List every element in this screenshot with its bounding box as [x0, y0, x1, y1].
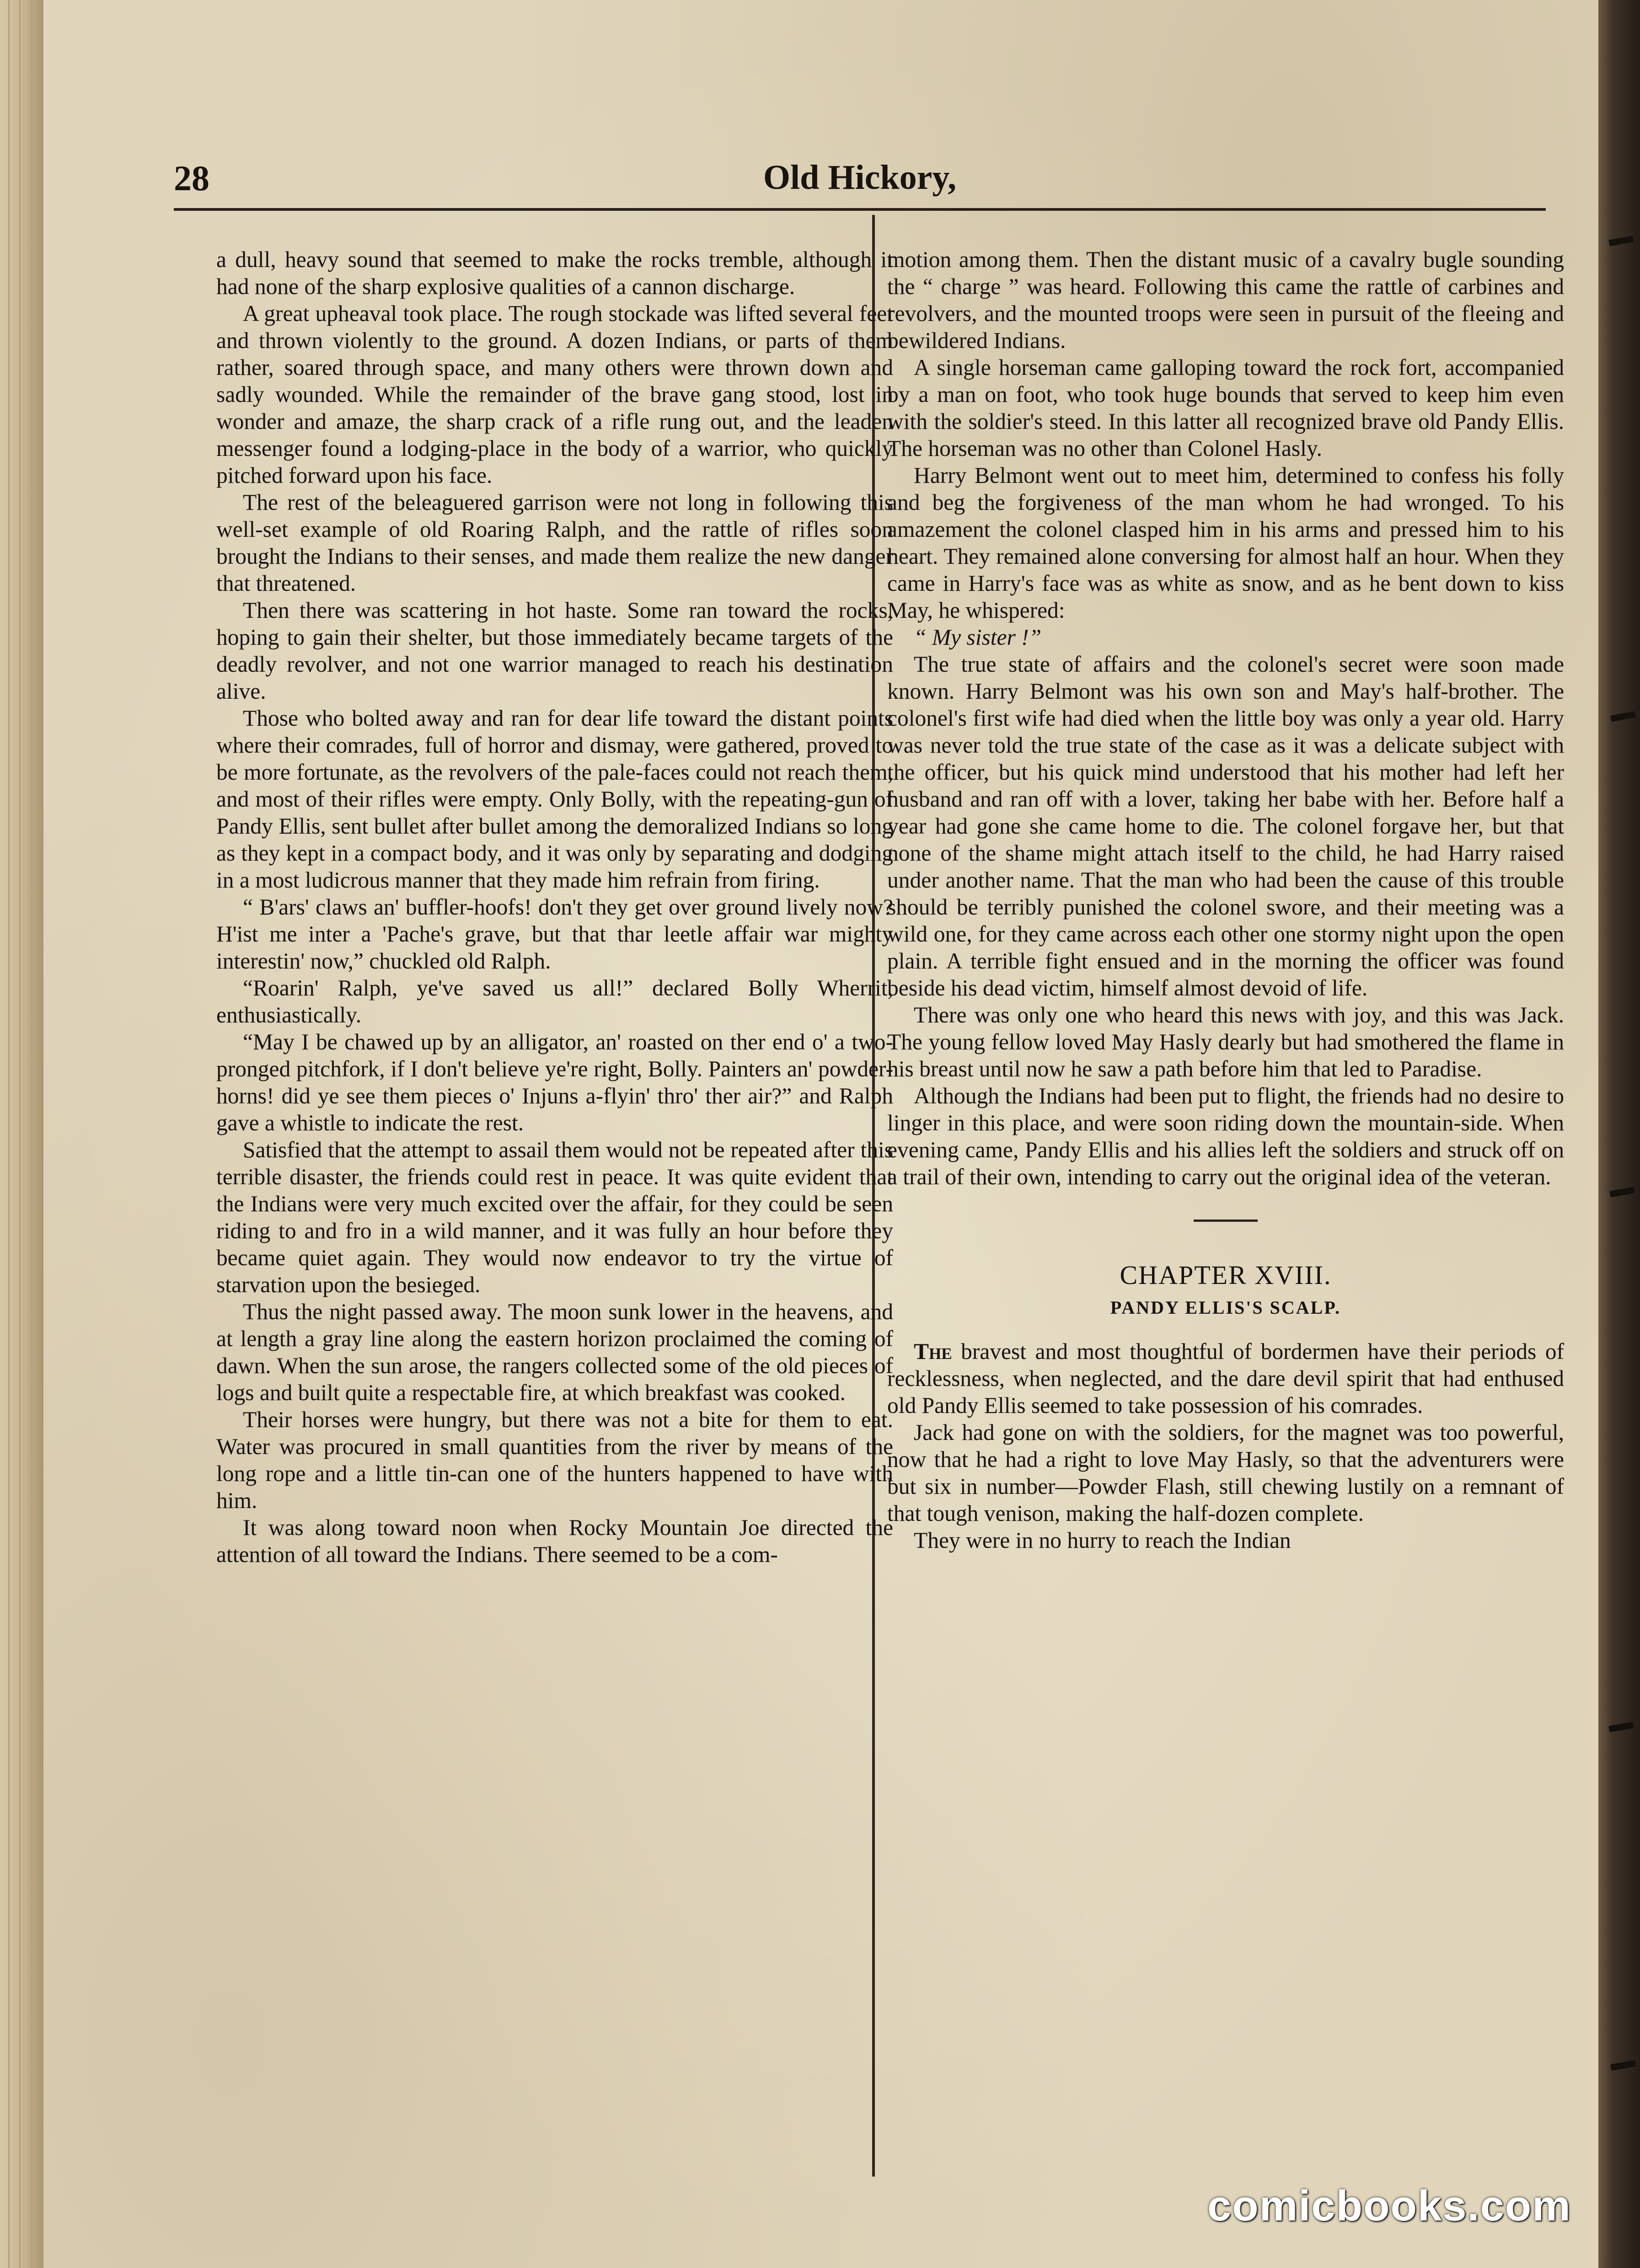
paragraph: “May I be chawed up by an alligator, an' roasted on ther end o' a two-pronged pitchfork, if I don't believe ye're right, Bolly. Painters an' powder-horns! did ye see them pieces o' Injuns a-flyin' thro' ther air?” and Ralph gave a whistle to indicate the rest.	[216, 1029, 893, 1135]
paragraph: Those who bolted away and ran for dear life toward the distant points where their comrades, full of horror and dismay, were gathered, proved to be more fortunate, as the revolvers of the pale-faces could not reach them, and most of their rifles were empty. Only Bolly, with the repeating-gun of Pandy Ellis, sent bullet after bullet among the demoralized Indians so long as they kept in a compact body, and it was only by separating and dodging in a most ludicrous manner that they made him refrain from firing.	[216, 706, 893, 893]
page-number: 28	[174, 158, 209, 198]
paragraph	[887, 1338, 1564, 1419]
paragraph: A single horseman came galloping toward the rock fort, accompanied by a man on foot, who took huge bounds that served to keep him even with the soldier's steed. In this latter all recognized brave old Pandy Ellis. The horseman was no other than Colonel Hasly.	[887, 355, 1564, 461]
paragraph: Thus the night passed away. The moon sunk lower in the heavens, and at length a gray line along the eastern horizon proclaimed the coming of dawn. When the sun arose, the rangers collected some of the old pieces of logs and built quite a respectable fire, at which breakfast was cooked.	[216, 1299, 893, 1405]
paragraph: There was only one who heard this news with joy, and this was Jack. The young fellow loved May Hasly dearly but had smothered the flame in his breast until now he saw a path before him that led to Paradise.	[887, 1002, 1564, 1081]
paragraph	[887, 624, 1564, 651]
paragraph-text: bravest and most thoughtful of bordermen have their periods of recklessness, when neglected, and the dare devil spirit that had enthused old Pandy Ellis seemed to take possession of his comrades.	[887, 1339, 1564, 1418]
left-column	[216, 246, 893, 1568]
chapter-heading: CHAPTER XVIII.	[1120, 1260, 1332, 1290]
spine-line	[19, 0, 21, 2268]
paragraph: Satisfied that the attempt to assail them would not be repeated after this terrible disaster, the friends could rest in peace. It was quite evident that the Indians were very much excited over the affair, for they could be seen riding to and fro in a wild manner, and it was fully an hour before they became quiet again. They would now endeavor to try the virtue of starvation upon the besieged.	[216, 1137, 893, 1297]
book-spine	[0, 0, 43, 2268]
paragraph: Although the Indians had been put to flight, the friends had no desire to linger in this place, and were soon riding down the mountain-side. When evening came, Pandy Ellis and his allies left the soldiers and struck off on a trail of their own, intending to carry out the original idea of the veteran.	[887, 1083, 1564, 1189]
paragraph: a dull, heavy sound that seemed to make the rocks tremble, although it had none of the sharp explosive qualities of a cannon discharge.	[216, 247, 893, 299]
page-header	[174, 158, 1546, 208]
paragraph: Then there was scattering in hot haste. Some ran toward the rocks, hoping to gain their shelter, but those immediately became targets of the deadly revolver, and not one warrior managed to reach his destination alive.	[216, 598, 893, 704]
paragraph: “Roarin' Ralph, ye've saved us all!” declared Bolly Wherrit, enthusiastically.	[216, 975, 893, 1027]
paragraph: The true state of affairs and the colonel's secret were soon made known. Harry Belmont was his own son and May's half-brother. The colonel's first wife had died when the little boy was only a year old. Harry was never told the true state of the case as it was a delicate subject with the officer, but his quick mind understood that his mother had left her husband and ran off with a lover, taking her babe with her. Before half a year had gone she came home to die. The colonel forgave her, but that none of the shame might attach itself to the child, he had Harry raised under another name. That the man who had been the cause of this trouble should be terribly punished the colonel swore, and their meeting was a wild one, for they came across each other one stormy night upon the open plain. A terrible fight ensued and in the morning the officer was found beside his dead victim, himself almost devoid of life.	[887, 652, 1564, 1000]
running-title: Old Hickory,	[763, 158, 957, 197]
right-column	[887, 246, 1564, 1554]
header-rule	[174, 208, 1546, 211]
lead-word: The	[914, 1339, 952, 1364]
section-separator	[1194, 1220, 1258, 1222]
paragraph: Jack had gone on with the soldiers, for the magnet was too powerful, now that he had a right to love May Hasly, so that the adventurers were but six in number—Powder Flash, still chewing lustily on a remnant of that tough venison, making the half-dozen complete.	[887, 1420, 1564, 1526]
italic-quote: “ My sister !”	[914, 625, 1042, 650]
paragraph: A great upheaval took place. The rough stockade was lifted several feet and thrown violently to the ground. A dozen Indians, or parts of them rather, soared through space, and many others were thrown down and sadly wounded. While the remainder of the brave gang stood, lost in wonder and amaze, the sharp crack of a rifle rung out, and the leaden messenger found a lodging-place in the body of a warrior, who quickly pitched forward upon his face.	[216, 301, 893, 488]
paragraph: The rest of the beleaguered garrison were not long in following this well-set example of old Roaring Ralph, and the rattle of rifles soon brought the Indians to their senses, and made them realize the new danger that threatened.	[216, 490, 893, 596]
page-edge-shadow	[1598, 0, 1640, 2268]
chapter-subheading: PANDY ELLIS'S SCALP.	[1110, 1297, 1341, 1318]
paragraph: “ B'ars' claws an' buffler-hoofs! don't they get over ground lively now? H'ist me inter a 'Pache's grave, but that thar leetle affair war mighty interestin' now,” chuckled old Ralph.	[216, 894, 893, 974]
paragraph: Harry Belmont went out to meet him, determined to confess his folly and beg the forgiveness of the man whom he had wronged. To his amazement the colonel clasped him in his arms and pressed him to his heart. They remained alone conversing for almost half an hour. When they came in Harry's face was as white as snow, and as he bent down to kiss May, he whispered:	[887, 463, 1564, 623]
paragraph: Their horses were hungry, but there was not a bite for them to eat. Water was procured in small quantities from the river by means of the long rope and a little tin-can one of the hunters happened to have with him.	[216, 1407, 893, 1513]
paragraph: It was along toward noon when Rocky Mountain Joe directed the attention of all toward the Indians. There seemed to be a com-	[216, 1515, 893, 1567]
spine-line	[8, 0, 10, 2268]
watermark-text: comicbooks.com	[1207, 2182, 1571, 2230]
spine-line	[31, 0, 32, 2268]
paragraph: They were in no hurry to reach the Indian	[914, 1528, 1291, 1553]
paragraph: motion among them. Then the distant music of a cavalry bugle sounding the “ charge ” was heard. Following this came the rattle of carbines and revolvers, and the mounted troops were seen in pursuit of the fleeing and bewildered Indians.	[887, 247, 1564, 353]
